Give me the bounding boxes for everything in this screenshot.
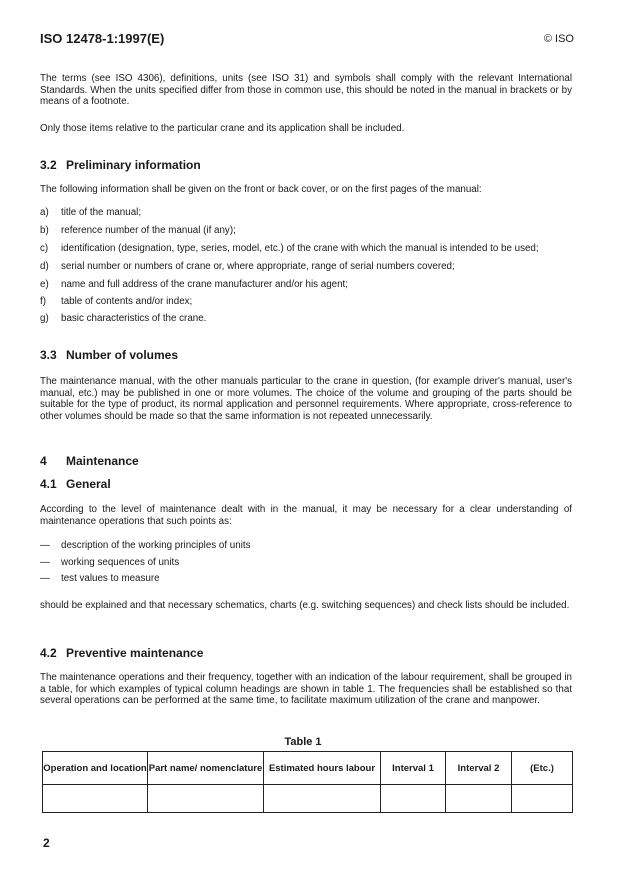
column-header: Interval 2 <box>446 752 512 785</box>
section-title: Preliminary information <box>66 158 201 172</box>
section-4-2-body: The maintenance operations and their frequency, together with an indication of the labour requirement, shall be grouped in a table, for which examples of typical column headings are shown in table 1. The frequencies shall be established so that several operations can be performed at the same time, to facilitate maximum utilization of the crane and manpower. <box>40 672 572 706</box>
section-3-2-lead: The following information shall be given on the front or back cover, or on the first pages of the manual: <box>40 184 482 195</box>
maintenance-table <box>42 751 573 813</box>
table-cell <box>43 785 148 813</box>
section-number: 4.2 <box>40 646 57 660</box>
section-number: 3.2 <box>40 158 57 172</box>
list-item-text: test values to measure <box>61 573 160 584</box>
list-item-text: description of the working principles of units <box>61 540 251 551</box>
table-row <box>43 785 573 813</box>
section-4-1-tail: should be explained and that necessary schematics, charts (e.g. switching sequences) and check lists should be included. <box>40 600 570 611</box>
section-3-3-body: The maintenance manual, with the other manuals particular to the crane in question, (for example driver's manual, user's manual, etc.) may be published in one or more volumes. The choice of the volume and grouping of the parts should be suitable for the type of product, its normal application and personnel requirements. Where appropriate, cross-reference to other volumes should be made so that the same information is not repeated unnecessarily. <box>40 376 572 422</box>
list-marker: a) <box>40 207 49 218</box>
intro-paragraph-units: The terms (see ISO 4306), definitions, units (see ISO 31) and symbols shall comply with the relevant International Standards. When the units specified differ from those in common use, this should be noted in the manual in brackets or by means of a footnote. <box>40 73 572 107</box>
section-4-heading <box>40 454 139 468</box>
list-marker: c) <box>40 243 49 254</box>
table-cell <box>264 785 381 813</box>
list-item-text: working sequences of units <box>61 557 180 568</box>
section-title: General <box>66 477 111 491</box>
table-cell <box>148 785 264 813</box>
copyright-mark: © ISO <box>543 33 574 45</box>
section-3-2-heading <box>40 158 201 172</box>
section-4-1-lead: According to the level of maintenance dealt with in the manual, it may be necessary for a clear understanding of maintenance operations that such points as: <box>40 504 572 527</box>
page-number: 2 <box>43 836 50 850</box>
section-3-3-heading <box>40 348 178 362</box>
section-4-2-heading <box>40 646 203 660</box>
table-caption: Table 1 <box>284 736 322 748</box>
intro-paragraph-scope: Only those items relative to the particular crane and its application shall be included. <box>40 123 405 134</box>
column-header: (Etc.) <box>512 752 573 785</box>
list-item-text: identification (designation, type, series, model, etc.) of the crane with which the manual is intended to be used; <box>61 243 539 254</box>
section-number: 4.1 <box>40 477 57 491</box>
list-marker: — <box>40 557 50 568</box>
table-cell <box>381 785 446 813</box>
section-number: 4 <box>40 454 47 468</box>
list-item-text: title of the manual; <box>61 207 142 218</box>
table-cell <box>512 785 573 813</box>
table-header-row <box>43 752 573 785</box>
list-marker: — <box>40 573 50 584</box>
column-header: Operation and location <box>43 752 148 785</box>
list-item-text: table of contents and/or index; <box>61 296 193 307</box>
column-header: Estimated hours labour <box>264 752 381 785</box>
list-item-text: serial number or numbers of crane or, where appropriate, range of serial numbers covered; <box>61 261 455 272</box>
list-item-text: basic characteristics of the crane. <box>61 313 207 324</box>
standard-number: ISO 12478-1:1997(E) <box>40 31 165 46</box>
section-title: Maintenance <box>66 454 139 468</box>
section-title: Number of volumes <box>66 348 179 362</box>
list-marker: d) <box>40 261 49 272</box>
list-item-text: reference number of the manual (if any); <box>61 225 236 236</box>
list-marker: g) <box>40 313 49 324</box>
column-header: Part name/ nomenclature <box>148 752 264 785</box>
column-header: Interval 1 <box>381 752 446 785</box>
list-marker: — <box>40 540 50 551</box>
list-marker: e) <box>40 279 49 290</box>
section-title: Preventive maintenance <box>66 646 204 660</box>
list-marker: f) <box>40 296 46 307</box>
section-number: 3.3 <box>40 348 57 362</box>
section-4-1-heading <box>40 477 111 491</box>
list-marker: b) <box>40 225 49 236</box>
list-item-text: name and full address of the crane manufacturer and/or his agent; <box>61 279 349 290</box>
table-cell <box>446 785 512 813</box>
